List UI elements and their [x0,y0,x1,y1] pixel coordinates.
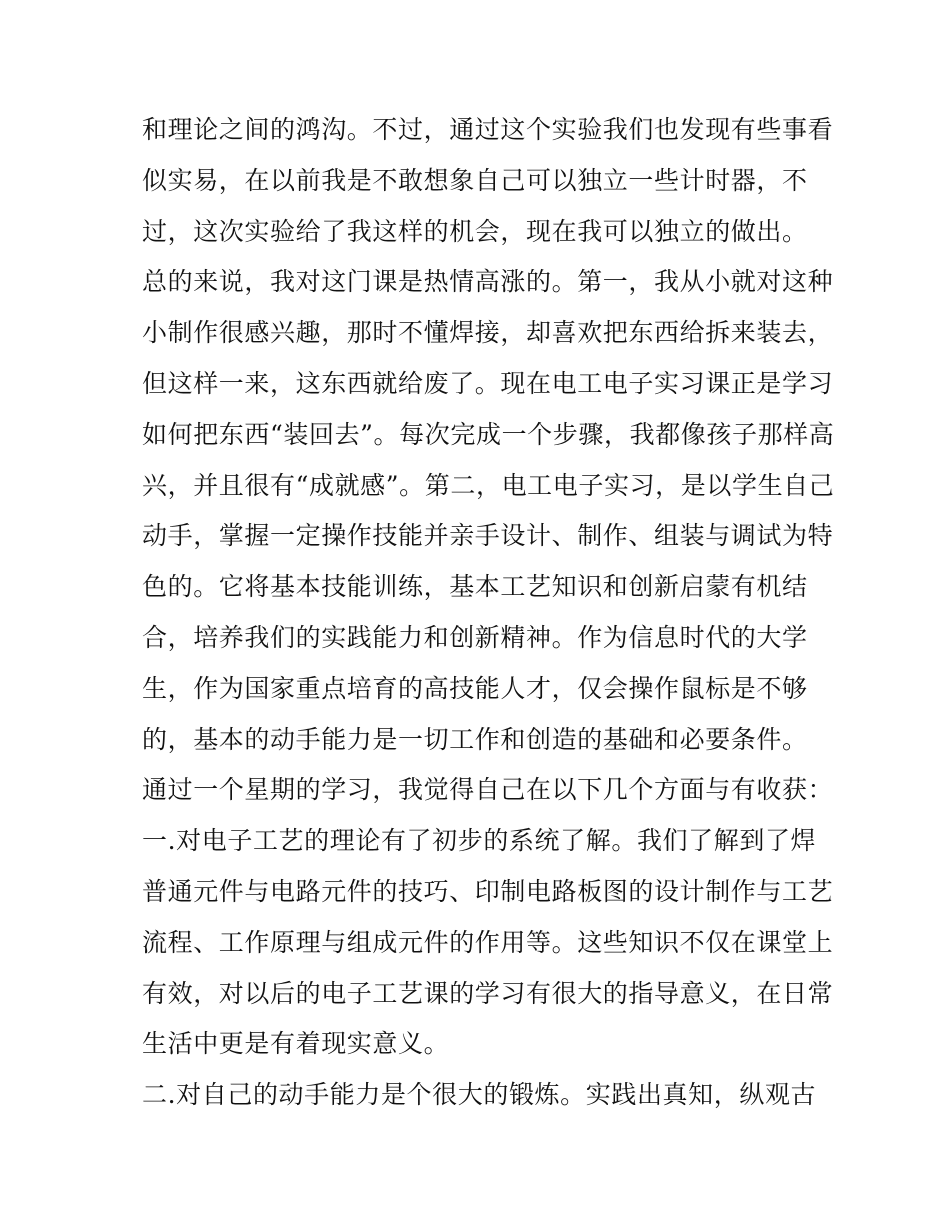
text-line: 生活中更是有着现实意义。 [142,1029,450,1059]
text-line: 和理论之间的鸿沟。不过，通过这个实验我们也发现有些事看 [142,115,834,144]
text-line: 的，基本的动手能力是一切工作和创造的基础和必要条件。 [142,724,808,754]
text-line: 通过一个星期的学习，我觉得自己在以下几个方面与有收获： [142,775,834,805]
text-line: 小制作很感兴趣，那时不懂焊接，却喜欢把东西给拆来装去， [142,318,834,348]
text-line: 兴，并且很有“成就感”。第二，电工电子实习，是以学生自己 [142,470,835,500]
text-line: 过，这次实验给了我这样的机会，现在我可以独立的做出。 [142,216,808,246]
body-text [142,105,835,1121]
text-line: 动手，掌握一定操作技能并亲手设计、制作、组装与调试为特 [142,521,834,551]
text-line: 流程、工作原理与组成元件的作用等。这些知识不仅在课堂上 [142,927,834,957]
text-line: 生，作为国家重点培育的高技能人才，仅会操作鼠标是不够 [142,673,808,703]
text-line: 二.对自己的动手能力是个很大的锻炼。实践出真知，纵观古 [142,1080,817,1110]
text-line: 如何把东西“装回去”。每次完成一个步骤，我都像孩子那样高 [142,419,835,449]
text-line: 似实易，在以前我是不敢想象自己可以独立一些计时器，不 [142,165,808,195]
text-line: 一.对电子工艺的理论有了初步的系统了解。我们了解到了焊 [142,826,817,856]
text-line: 但这样一来，这东西就给废了。现在电工电子实习课正是学习 [142,368,834,398]
text-line: 普通元件与电路元件的技巧、印制电路板图的设计制作与工艺 [142,876,834,906]
text-line: 总的来说，我对这门课是热情高涨的。第一，我从小就对这种 [142,267,834,297]
text-line: 合，培养我们的实践能力和创新精神。作为信息时代的大学 [142,622,808,652]
text-line: 色的。它将基本技能训练，基本工艺知识和创新启蒙有机结 [142,572,808,602]
text-line: 有效，对以后的电子工艺课的学习有很大的指导意义，在日常 [142,978,834,1008]
